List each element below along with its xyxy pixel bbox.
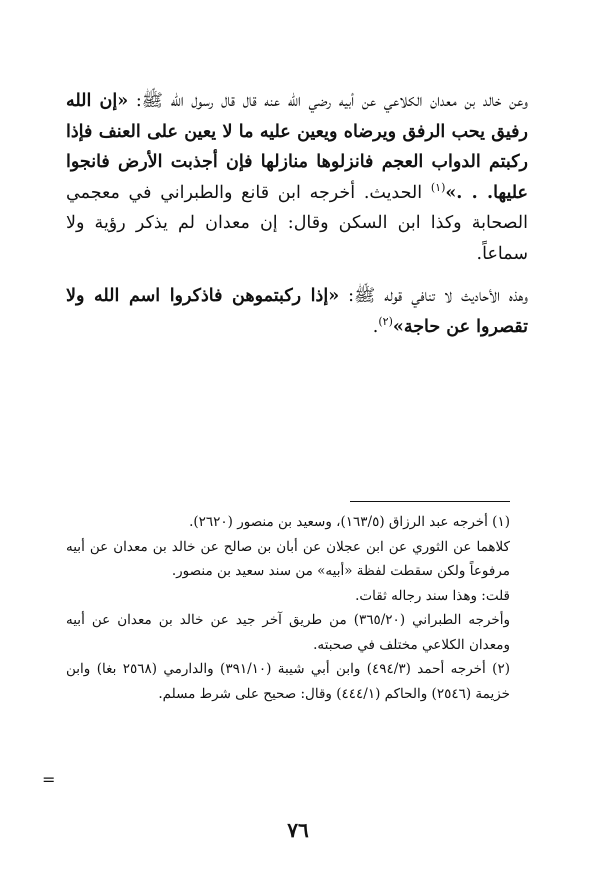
footnote-1-line-4: وأخرجه الطبراني (٣٦٥/٢٠) من طريق آخر جيد عن خالد بن معدان عن أبيه ومعدان الكلاعي مختلف في صحبته.: [66, 612, 511, 653]
paragraph-1: [66, 86, 528, 269]
footnote-1-line-1: (١) أخرجه عبد الرزاق (١٦٣/٥)، وسعيد بن منصور (٢٦٢٠).: [189, 514, 510, 530]
paragraph-1-rest: الحديث. أخرجه ابن قانع والطبراني في معجمي الصحابة وكذا ابن السكن وقال: إن معدان لم يذكر رؤية ولا سماعاً.: [66, 182, 528, 264]
paragraph-2: [66, 281, 528, 342]
page-number: ٧٦: [287, 818, 309, 842]
footnote-2-line-1: (٢) أخرجه أحمد (٤٩٤/٣) وابن أبي شيبة (٣٩١/١٠) والدارمي (٢٥٦٨ بغا) وابن خزيمة (٢٥٤٦) والحاكم (٤٤٤/١) وقال: صحيح على شرط مسلم.: [66, 661, 510, 702]
continuation-mark: =: [42, 770, 56, 789]
footnote-marker-2: (٢): [378, 314, 393, 328]
footnote-1-line-2: كلاهما عن الثوري عن ابن عجلان عن أبان بن صالح عن خالد بن معدان عن أبيه مرفوعاً ولكن سقطت لفظة «أبيه» من سند سعيد بن منصور.: [66, 538, 510, 579]
footnote-divider: [350, 501, 510, 502]
footnote-1-line-3: قلت: وهذا سند رجاله ثقات.: [355, 587, 510, 604]
main-text: [66, 86, 528, 342]
footnote-marker-1: (١): [430, 180, 446, 194]
paragraph-2-end: .: [372, 316, 379, 337]
paragraph-1-intro: وعن خالد بن معدان الكلاعي عن أبيه رضي الله عنه قال قال رسول الله ﷺ:: [128, 91, 528, 111]
footnotes: [66, 510, 510, 706]
hadith-quote-1: «إن الله رفيق يحب الرفق ويرضاه ويعين عليه ما لا يعين على العنف فإذا ركبتم الدواب العجم فانزلوها منازلها فإن أجذبت الأرض فانجوا عليها. . .»: [66, 91, 528, 203]
paragraph-2-intro: وهذه الأحاديث لا تنافي قوله ﷺ:: [339, 286, 528, 306]
hadith-quote-2: «إذا ركبتموهن فاذكروا اسم الله ولا تقصروا عن حاجة»: [66, 286, 528, 337]
